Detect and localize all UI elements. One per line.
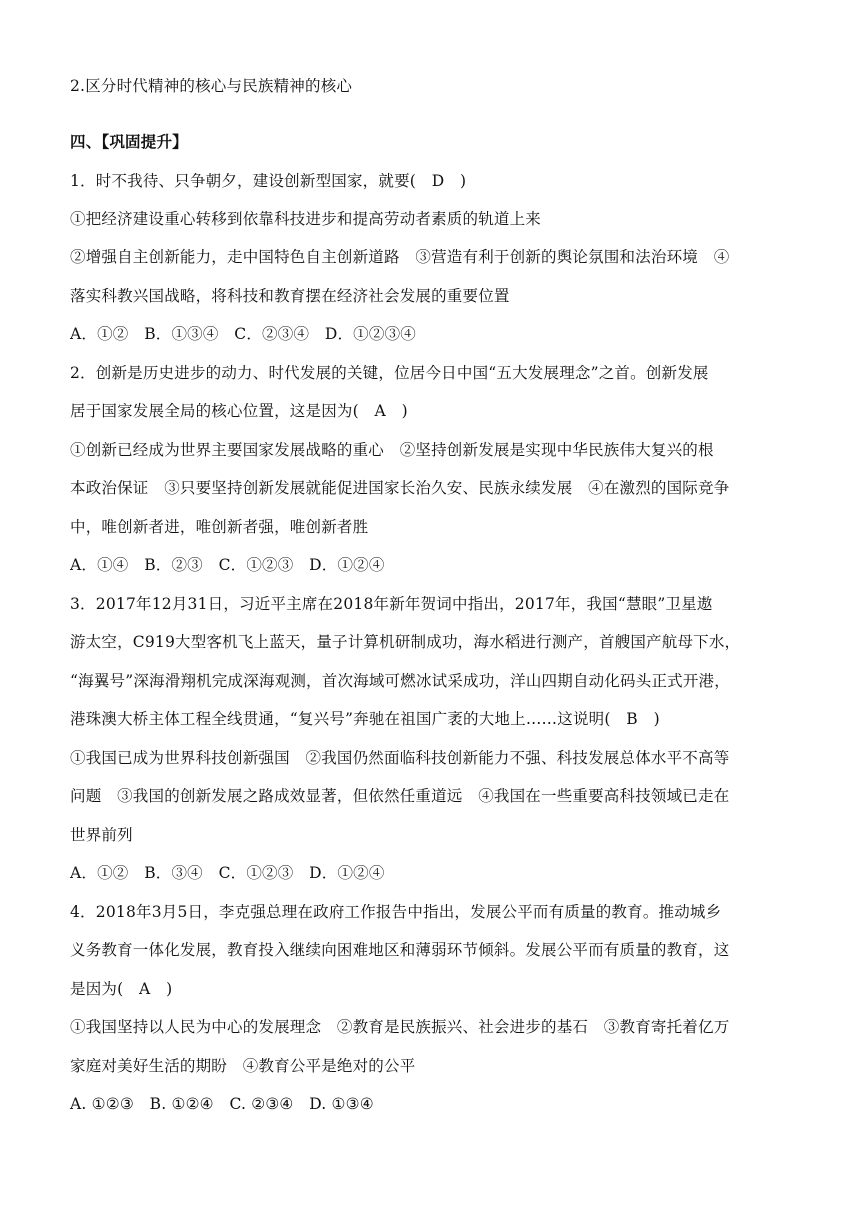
question-3-stem: 3．2017年12月31日，习近平主席在2018年新年贺词中指出，2017年，我国“慧眼”卫星遨 bbox=[70, 595, 713, 613]
question-4-option-line: ①我国坚持以人民为中心的发展理念 ②教育是民族振兴、社会进步的基石 ③教育寄托着亿万 bbox=[70, 1018, 730, 1036]
question-2-option-line: 本政治保证 ③只要坚持创新发展就能促进国家长治久安、民族永续发展 ④在激烈的国际竞争 bbox=[70, 479, 730, 497]
question-1-option-line: ②增强自主创新能力，走中国特色自主创新道路 ③营造有利于创新的舆论氛围和法治环境 ④ bbox=[70, 248, 730, 266]
question-3-stem: “海翼号”深海滑翔机完成深海观测，首次海域可燃冰试采成功，洋山四期自动化码头正式开港， bbox=[70, 672, 730, 690]
question-2-answer-choices: A．①④ B．②③ C．①②③ D．①②④ bbox=[70, 556, 385, 574]
question-2-option-line: ①创新已经成为世界主要国家发展战略的重心 ②坚持创新发展是实现中华民族伟大复兴的根 bbox=[70, 441, 714, 459]
question-3-answer-choices: A．①② B．③④ C．①②③ D．①②④ bbox=[70, 864, 385, 882]
intro-line: 2.区分时代精神的核心与民族精神的核心 bbox=[70, 77, 353, 95]
question-4-answer-choices: A. ①②③ B. ①②④ C. ②③④ D. ①③④ bbox=[70, 1095, 374, 1113]
question-4-stem: 4．2018年3月5日，李克强总理在政府工作报告中指出，发展公平而有质量的教育。推动城乡 bbox=[70, 903, 722, 921]
question-2-option-line: 中，唯创新者进，唯创新者强，唯创新者胜 bbox=[70, 518, 369, 536]
question-4-stem: 是因为( A ) bbox=[70, 980, 173, 998]
section-heading: 四、【巩固提升】 bbox=[70, 132, 188, 151]
question-1-option-line: ①把经济建设重心转移到依靠科技进步和提高劳动者素质的轨道上来 bbox=[70, 210, 542, 228]
question-3-option-line: 问题 ③我国的创新发展之路成效显著，但依然任重道远 ④我国在一些重要高科技领域已走在 bbox=[70, 787, 730, 805]
question-3-option-line: 世界前列 bbox=[70, 826, 133, 844]
question-3-option-line: ①我国已成为世界科技创新强国 ②我国仍然面临科技创新能力不强、科技发展总体水平不高等 bbox=[70, 749, 730, 767]
question-1-answer-choices: A．①② B．①③④ C．②③④ D．①②③④ bbox=[70, 325, 416, 343]
question-4-option-line: 家庭对美好生活的期盼 ④教育公平是绝对的公平 bbox=[70, 1057, 416, 1075]
question-3-stem: 游太空，C919大型客机飞上蓝天，量子计算机研制成功，海水稻进行测产，首艘国产航母下水， bbox=[70, 633, 741, 651]
question-2-stem: 2．创新是历史进步的动力、时代发展的关键，位居今日中国“五大发展理念”之首。创新发展 bbox=[70, 364, 709, 382]
question-2-stem: 居于国家发展全局的核心位置，这是因为( A ) bbox=[70, 402, 408, 420]
question-4-stem: 义务教育一体化发展，教育投入继续向困难地区和薄弱环节倾斜。发展公平而有质量的教育，这 bbox=[70, 941, 730, 959]
question-1-option-line: 落实科教兴国战略，将科技和教育摆在经济社会发展的重要位置 bbox=[70, 287, 510, 305]
question-3-stem: 港珠澳大桥主体工程全线贯通，“复兴号”奔驰在祖国广袤的大地上……这说明( B ) bbox=[70, 710, 660, 728]
question-1-stem: 1．时不我待、只争朝夕，建设创新型国家，就要( D ) bbox=[70, 172, 467, 190]
